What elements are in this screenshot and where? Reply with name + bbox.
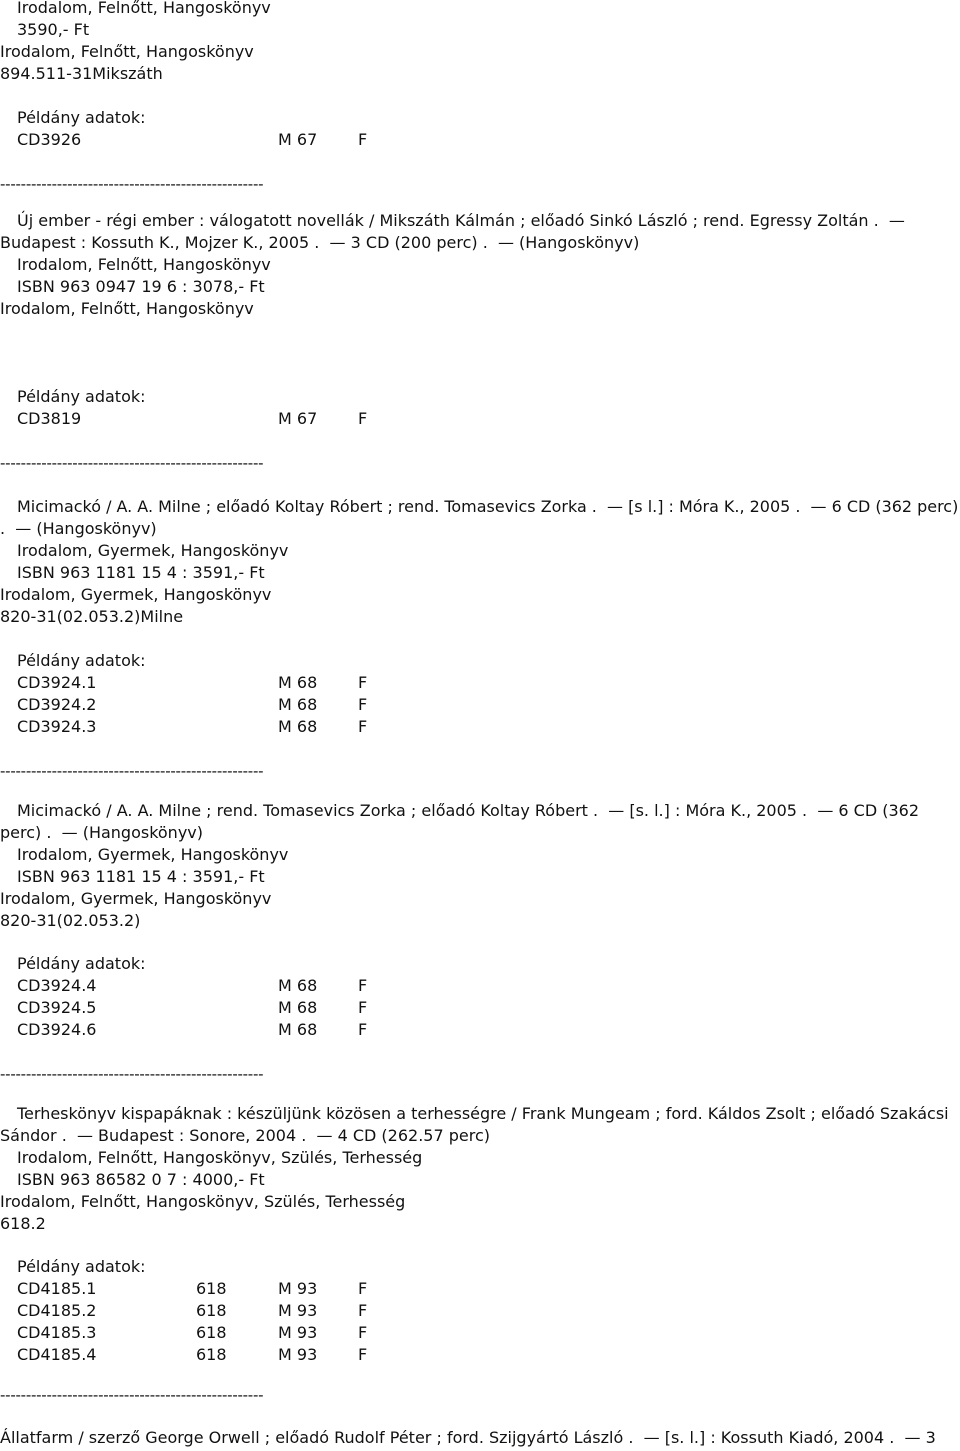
subject-line: Irodalom, Felnőtt, Hangoskönyv (0, 42, 254, 61)
copy-status: F (358, 1020, 368, 1039)
copy-shelf-mark: M 67 (278, 409, 318, 428)
copy-status: F (358, 130, 368, 149)
copy-shelf-mark: M 93 (278, 1279, 318, 1298)
copies-label: Példány adatok: (17, 1257, 146, 1276)
copy-shelf-mark: M 68 (278, 673, 318, 692)
copy-location: 618 (196, 1345, 227, 1364)
copy-shelf-mark: M 93 (278, 1323, 318, 1342)
copy-status: F (358, 976, 368, 995)
copy-shelf-mark: M 93 (278, 1345, 318, 1364)
copy-shelf-mark: M 68 (278, 695, 318, 714)
copy-status: F (358, 1279, 368, 1298)
subject-line: Irodalom, Felnőtt, Hangoskönyv, Szülés, Terhesség (17, 1148, 423, 1167)
copy-status: F (358, 998, 368, 1017)
copy-id: CD4185.4 (17, 1345, 97, 1364)
call-number: 618.2 (0, 1214, 46, 1233)
record-description-cont: perc) . — (Hangoskönyv) (0, 823, 203, 842)
separator-line: --------------------------------------------------- (0, 1386, 264, 1404)
copy-status: F (358, 1345, 368, 1364)
copy-shelf-mark: M 68 (278, 998, 318, 1017)
copy-shelf-mark: M 93 (278, 1301, 318, 1320)
copy-shelf-mark: M 68 (278, 717, 318, 736)
copy-status: F (358, 409, 368, 428)
record-description: Új ember - régi ember : válogatott novellák / Mikszáth Kálmán ; előadó Sinkó László ; rend. Egressy Zoltán . — (17, 211, 905, 230)
subject-line: Irodalom, Felnőtt, Hangoskönyv (17, 255, 271, 274)
copy-id: CD3924.2 (17, 695, 97, 714)
separator-line: --------------------------------------------------- (0, 175, 264, 193)
copy-status: F (358, 695, 368, 714)
record-description: Terheskönyv kispapáknak : készüljünk közösen a terhességre / Frank Mungeam ; ford. Káldos Zsolt ; előadó Szakácsi (17, 1104, 949, 1123)
subject-line: Irodalom, Gyermek, Hangoskönyv (17, 845, 289, 864)
subject-line: Irodalom, Gyermek, Hangoskönyv (0, 889, 272, 908)
record-description: Micimackó / A. A. Milne ; rend. Tomasevics Zorka ; előadó Koltay Róbert . — [s. l.] : Móra K., 2005 . — 6 CD (362 (17, 801, 920, 820)
copy-location: 618 (196, 1279, 227, 1298)
isbn-line: ISBN 963 86582 0 7 : 4000,- Ft (17, 1170, 265, 1189)
copy-id: CD3819 (17, 409, 82, 428)
isbn-line: ISBN 963 1181 15 4 : 3591,- Ft (17, 563, 265, 582)
copy-id: CD3924.5 (17, 998, 97, 1017)
subject-line: Irodalom, Gyermek, Hangoskönyv (17, 541, 289, 560)
record-description-cont: Budapest : Kossuth K., Mojzer K., 2005 . — 3 CD (200 perc) . — (Hangoskönyv) (0, 233, 640, 252)
subject-line: Irodalom, Felnőtt, Hangoskönyv, Szülés, Terhesség (0, 1192, 406, 1211)
copy-status: F (358, 1301, 368, 1320)
copy-id: CD3926 (17, 130, 82, 149)
copy-id: CD4185.1 (17, 1279, 97, 1298)
copy-id: CD3924.3 (17, 717, 97, 736)
copies-label: Példány adatok: (17, 651, 146, 670)
copy-status: F (358, 1323, 368, 1342)
subject-line: Irodalom, Gyermek, Hangoskönyv (0, 585, 272, 604)
isbn-line: ISBN 963 1181 15 4 : 3591,- Ft (17, 867, 265, 886)
separator-line: --------------------------------------------------- (0, 762, 264, 780)
record-description-cont: . — (Hangoskönyv) (0, 519, 157, 538)
copy-status: F (358, 717, 368, 736)
copy-shelf-mark: M 67 (278, 130, 318, 149)
copy-id: CD4185.3 (17, 1323, 97, 1342)
record-description-cont: Sándor . — Budapest : Sonore, 2004 . — 4 CD (262.57 perc) (0, 1126, 490, 1145)
copy-shelf-mark: M 68 (278, 976, 318, 995)
copy-location: 618 (196, 1301, 227, 1320)
call-number: 894.511-31Mikszáth (0, 64, 163, 83)
price-line: 3590,- Ft (17, 20, 90, 39)
copies-label: Példány adatok: (17, 954, 146, 973)
separator-line: --------------------------------------------------- (0, 1065, 264, 1083)
copy-shelf-mark: M 68 (278, 1020, 318, 1039)
copies-label: Példány adatok: (17, 387, 146, 406)
subject-line: Irodalom, Felnőtt, Hangoskönyv (0, 299, 254, 318)
separator-line: --------------------------------------------------- (0, 454, 264, 472)
copy-id: CD3924.4 (17, 976, 97, 995)
isbn-line: ISBN 963 0947 19 6 : 3078,- Ft (17, 277, 265, 296)
subject-line: Irodalom, Felnőtt, Hangoskönyv (17, 0, 271, 17)
call-number: 820-31(02.053.2)Milne (0, 607, 184, 626)
copy-id: CD4185.2 (17, 1301, 97, 1320)
record-description: Állatfarm / szerző George Orwell ; előadó Rudolf Péter ; ford. Szijgyártó László . — [s. l.] : Kossuth Kiadó, 2004 . — 3 (0, 1428, 936, 1447)
call-number: 820-31(02.053.2) (0, 911, 141, 930)
copies-label: Példány adatok: (17, 108, 146, 127)
copy-location: 618 (196, 1323, 227, 1342)
record-description: Micimackó / A. A. Milne ; előadó Koltay Róbert ; rend. Tomasevics Zorka . — [s l.] : Móra K., 2005 . — 6 CD (362 perc) (17, 497, 959, 516)
copy-status: F (358, 673, 368, 692)
copy-id: CD3924.1 (17, 673, 97, 692)
copy-id: CD3924.6 (17, 1020, 97, 1039)
